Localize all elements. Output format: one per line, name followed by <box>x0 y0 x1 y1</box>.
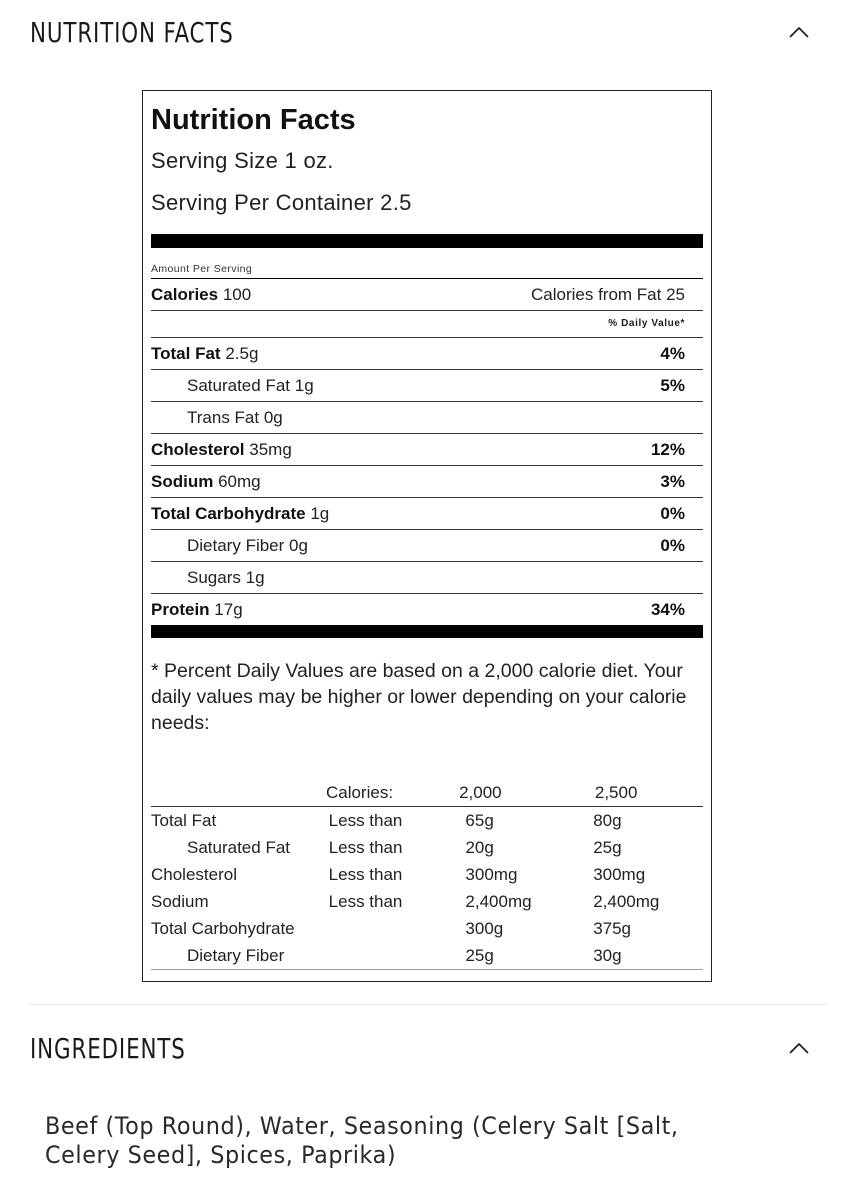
daily-values-table <box>151 780 703 970</box>
thick-divider <box>151 234 703 248</box>
medium-divider <box>151 625 703 638</box>
daily-table-row <box>151 807 703 834</box>
daily-row-qualifier: Less than <box>328 864 403 884</box>
nutrition-facts-header[interactable] <box>30 12 826 52</box>
calories-header-label: Calories: <box>325 783 394 802</box>
daily-row-name: Saturated Fat <box>187 837 291 857</box>
nutrient-name: Total Carbohydrate <box>151 503 306 523</box>
nutrient-daily-value: 4% <box>660 343 685 363</box>
chevron-up-icon[interactable] <box>786 19 812 45</box>
daily-row-name: Sodium <box>151 891 209 911</box>
nutrient-name: Saturated Fat <box>187 375 291 395</box>
nutrient-amount: 60mg <box>218 471 261 491</box>
nutrient-row <box>151 466 703 498</box>
nutrient-row <box>151 370 703 402</box>
daily-row-2500: 30g <box>593 945 622 965</box>
nutrient-amount: 1g <box>310 503 330 523</box>
nutrient-row <box>151 402 703 434</box>
nutrient-amount: 1g <box>245 567 265 587</box>
daily-table-row <box>151 861 703 888</box>
servings-per-container: Serving Per Container 2.5 <box>151 190 412 215</box>
nutrient-daily-value: 3% <box>660 471 685 491</box>
ingredients-header[interactable] <box>30 1028 826 1068</box>
nutrient-name-amount <box>151 504 329 524</box>
nutrient-row <box>151 338 703 370</box>
footnote: * Percent Daily Values are based on a 2,000 calorie diet. Your daily values may be higher or lower depending on your calorie needs: <box>151 660 687 734</box>
daily-row-2500: 300mg <box>593 864 646 884</box>
nutrient-daily-value: 0% <box>660 535 685 555</box>
nutrient-daily-value: 5% <box>660 375 685 395</box>
daily-row-name: Dietary Fiber <box>187 945 285 965</box>
nutrient-row <box>151 498 703 530</box>
calories-row <box>151 279 703 311</box>
daily-table-row <box>151 888 703 915</box>
ingredients-title: INGREDIENTS <box>30 1031 186 1065</box>
daily-row-2500: 375g <box>593 918 632 938</box>
daily-row-name: Total Carbohydrate <box>151 918 295 938</box>
nutrient-name-amount <box>187 536 308 556</box>
daily-table-body <box>151 807 703 970</box>
daily-table-header <box>151 780 703 807</box>
daily-row-2000: 20g <box>465 837 494 857</box>
nutrient-name: Trans Fat <box>187 407 260 427</box>
daily-row-2000: 300g <box>465 918 504 938</box>
calories-2000-header: 2,000 <box>459 783 502 802</box>
daily-row-qualifier: Less than <box>328 837 403 857</box>
nutrient-name-amount <box>151 344 258 364</box>
daily-value-header: % Daily Value* <box>151 311 703 338</box>
nutrient-name: Total Fat <box>151 343 221 363</box>
daily-row-2500: 80g <box>593 810 622 830</box>
section-divider <box>30 1004 826 1005</box>
nutrient-row <box>151 594 703 625</box>
nutrition-label <box>142 90 712 982</box>
nutrient-amount: 2.5g <box>225 343 259 363</box>
nutrient-name-amount <box>187 568 265 588</box>
nutrient-daily-value: 12% <box>650 439 685 459</box>
nutrient-amount: 0g <box>263 407 283 427</box>
daily-table-row <box>151 942 703 969</box>
nutrient-name-amount <box>151 440 292 460</box>
nutrient-name: Protein <box>151 599 210 619</box>
daily-row-2000: 25g <box>465 945 494 965</box>
label-title: Nutrition Facts <box>151 104 356 136</box>
daily-row-2000: 65g <box>465 810 494 830</box>
nutrient-name-amount <box>151 472 261 492</box>
daily-row-name: Cholesterol <box>151 864 237 884</box>
nutrient-amount: 0g <box>289 535 308 555</box>
nutrient-name-amount <box>187 376 314 396</box>
daily-row-name: Total Fat <box>151 810 217 830</box>
daily-table-row <box>151 834 703 861</box>
serving-size: Serving Size 1 oz. <box>151 148 334 173</box>
nutrient-daily-value: 34% <box>650 599 685 619</box>
nutrient-name-amount <box>187 408 283 428</box>
calories-2500-header: 2,500 <box>594 783 638 802</box>
daily-row-qualifier: Less than <box>328 810 403 830</box>
nutrition-facts-title: NUTRITION FACTS <box>30 15 234 49</box>
nutrient-name: Sugars <box>187 567 241 587</box>
nutrient-name: Sodium <box>151 471 214 491</box>
amount-per-serving: Amount Per Serving <box>151 262 703 279</box>
daily-table-row <box>151 915 703 942</box>
chevron-up-icon[interactable] <box>786 1035 812 1061</box>
daily-row-2000: 2,400mg <box>465 891 532 911</box>
nutrient-name: Cholesterol <box>151 439 245 459</box>
calories-value: 100 <box>222 284 252 304</box>
calories-from-fat: Calories from Fat 25 <box>531 284 685 304</box>
nutrient-amount: 17g <box>214 599 243 619</box>
nutrient-row <box>151 530 703 562</box>
nutrient-amount: 1g <box>294 375 314 395</box>
nutrient-list <box>151 338 703 625</box>
nutrient-row <box>151 562 703 594</box>
daily-row-qualifier: Less than <box>328 891 403 911</box>
nutrient-daily-value: 0% <box>660 503 685 523</box>
daily-row-2500: 2,400mg <box>593 891 660 911</box>
daily-row-2500: 25g <box>593 837 622 857</box>
nutrient-amount: 35mg <box>249 439 292 459</box>
ingredients-text: Beef (Top Round), Water, Seasoning (Celery Salt [Salt, Celery Seed], Spices, Paprika) <box>45 1112 679 1169</box>
calories-label: Calories <box>151 284 219 304</box>
nutrient-name: Dietary Fiber <box>187 535 285 555</box>
nutrient-name-amount <box>151 600 243 620</box>
nutrient-row <box>151 434 703 466</box>
daily-row-2000: 300mg <box>465 864 518 884</box>
